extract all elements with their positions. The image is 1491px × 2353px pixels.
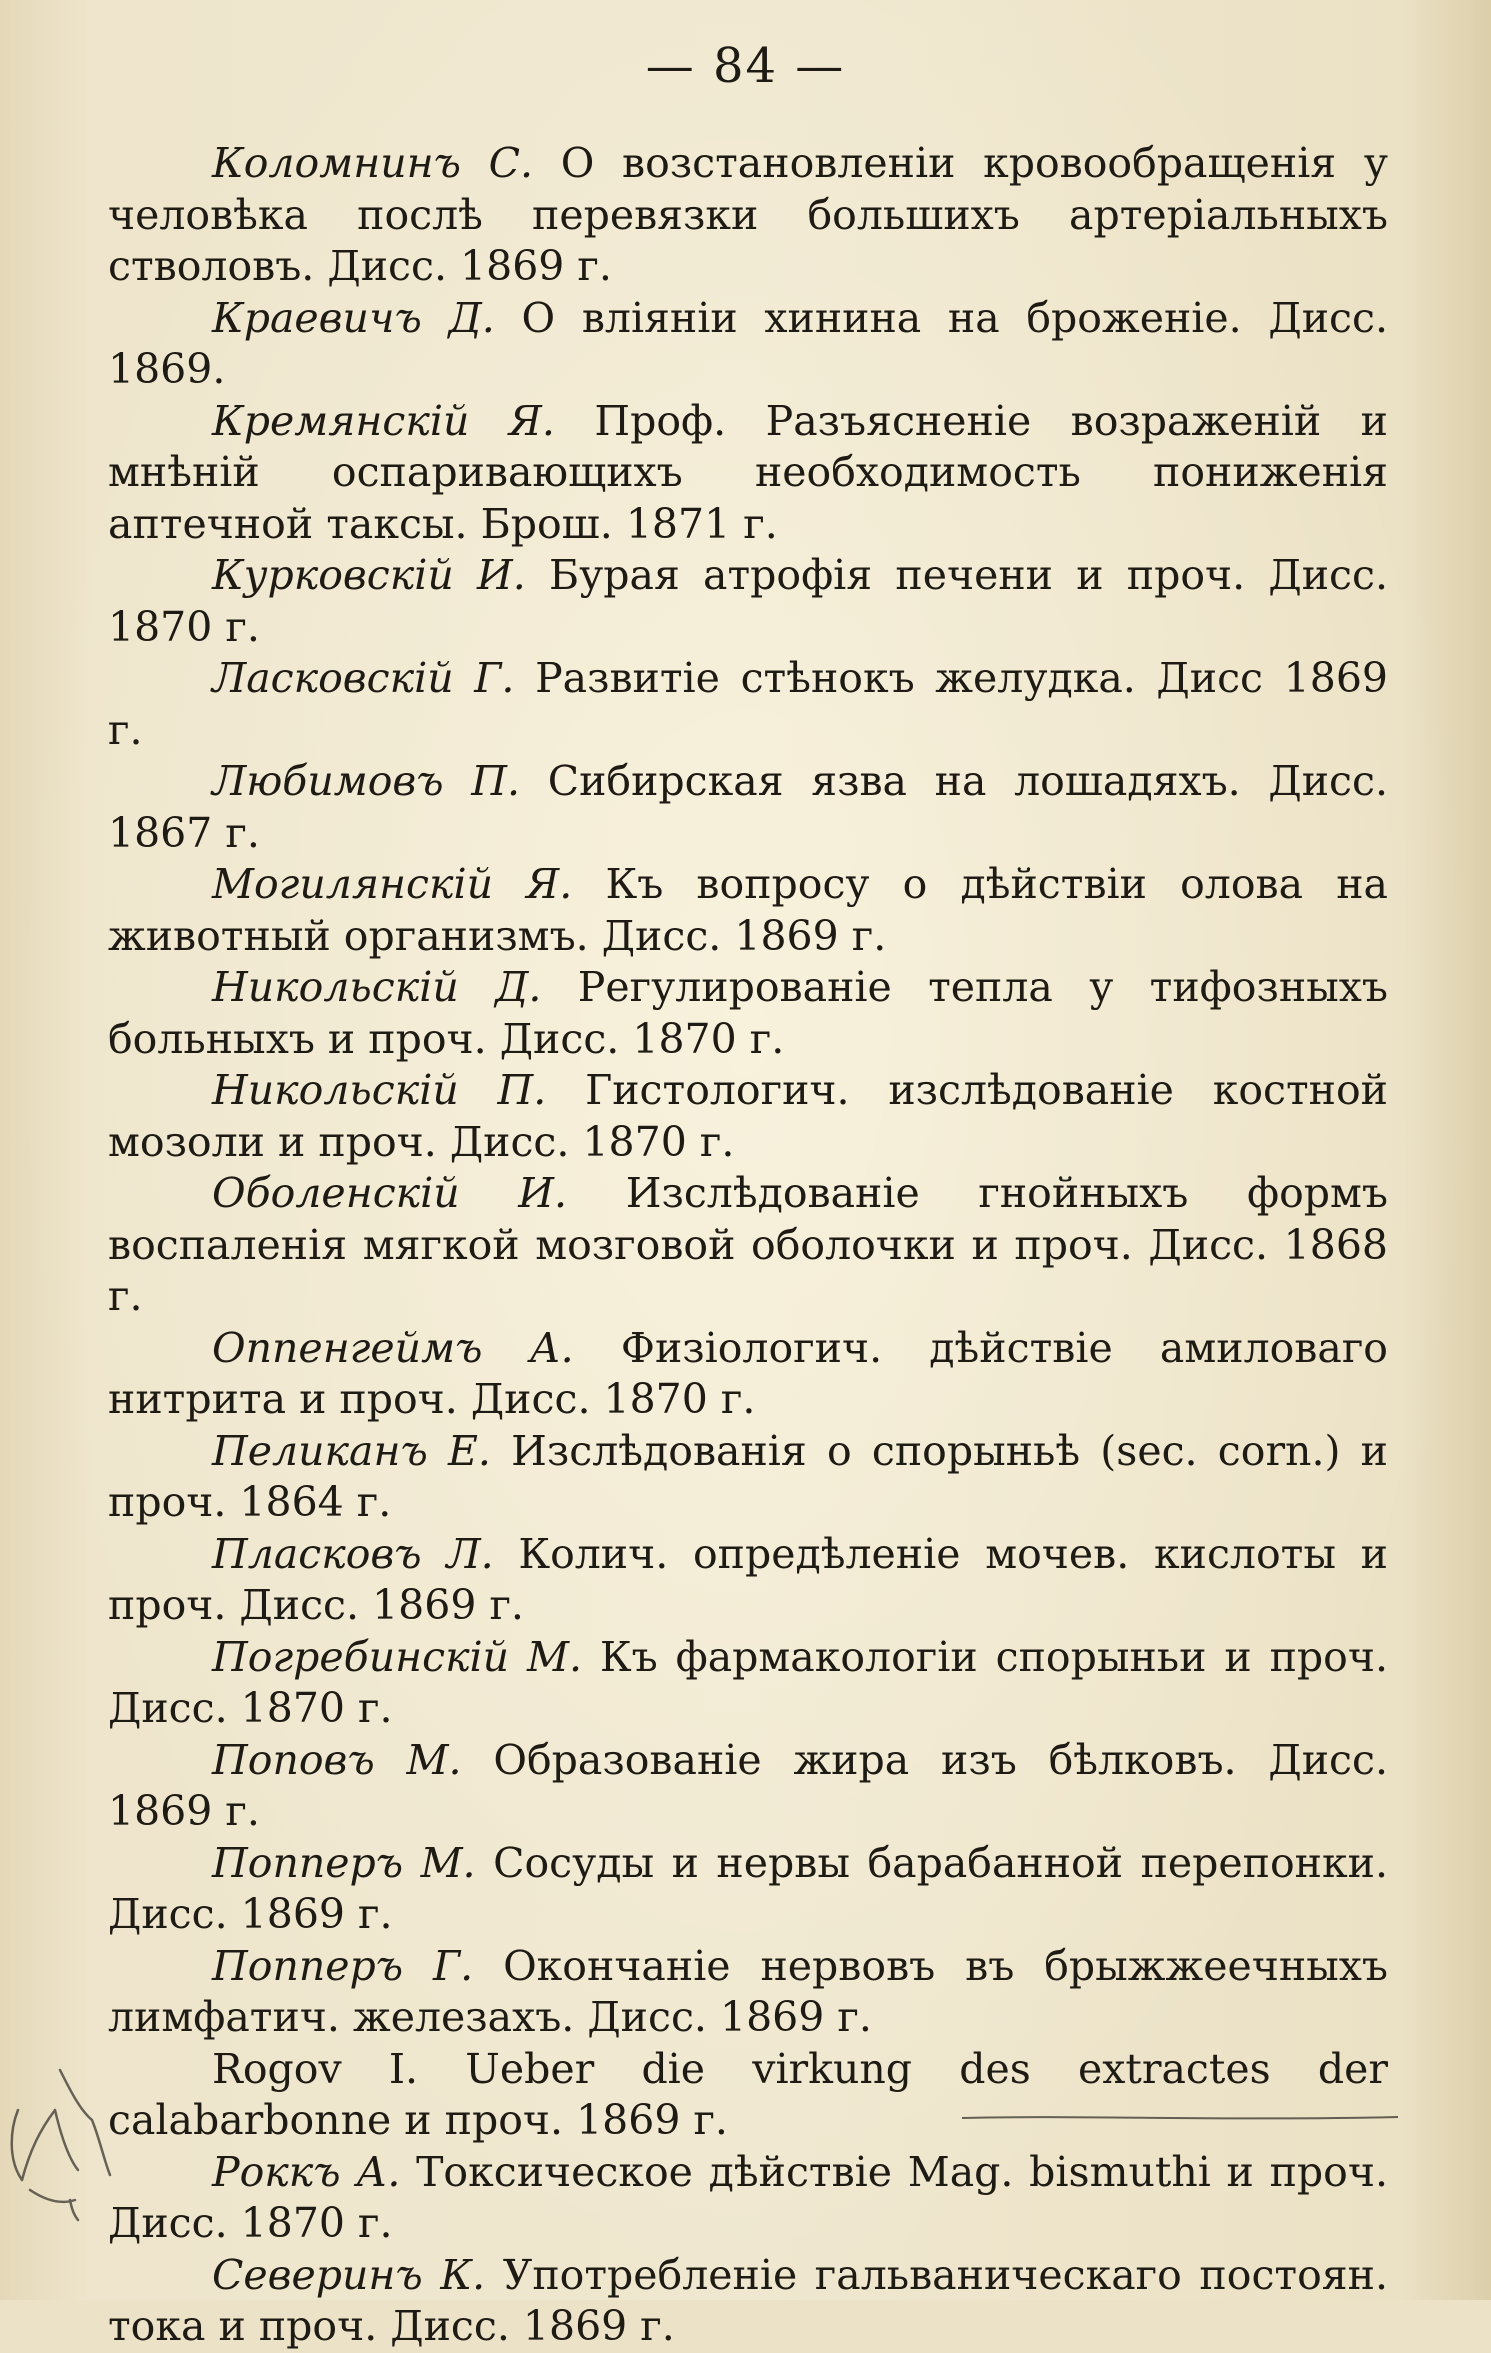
entry-author: Коломнинъ С. <box>212 139 534 187</box>
entry-text: Колич. опредѣленіе мочев. кислоты и проч. Дисс. 1869 г. <box>108 1529 1389 1629</box>
entry-author: Оппенгеймъ А. <box>212 1323 574 1372</box>
entry-text: О вліяніи хинина на броженіе. Дисс. 1869. <box>108 293 1388 393</box>
entry-author: Попперъ М. <box>212 1838 476 1887</box>
bibliography-entry <box>108 1065 1388 1168</box>
entry-text: Образованіе жира изъ бѣлковъ. Дисс. 1869 г. <box>108 1735 1389 1835</box>
entry-text: Физіологич. дѣйствіе амиловаго нитрита и проч. Дисс. 1870 г. <box>108 1323 1388 1423</box>
entry-text: Бурая атрофія печени и проч. Дисс. 1870 г. <box>108 551 1389 651</box>
entry-text: Окончаніе нервовъ въ брыжжеечныхъ лимфатич. железахъ. Дисс. 1869 г. <box>108 1941 1388 2041</box>
entry-author: Погребинскій М. <box>212 1632 582 1681</box>
entry-text: Гистологич. изслѣдованіе костной мозоли и проч. Дисс. 1870 г. <box>108 1066 1388 1166</box>
bibliography-entry <box>108 1323 1388 1426</box>
ink-underline-icon <box>960 2112 1400 2126</box>
entry-author: Попперъ Г. <box>212 1941 474 1990</box>
entry-text: Изслѣдованіе гнойныхъ формъ воспаленія мягкой мозговой оболочки и проч. Дисс. 1868 г. <box>108 1169 1388 1320</box>
entry-text: Rogov I. Ueber die virkung des extractes der calabarbonne и проч. 1869 г. <box>108 2044 1388 2144</box>
entry-author: Краевичъ Д. <box>212 293 495 342</box>
entry-author: Ласковскій Г. <box>212 654 515 702</box>
bibliography-entry <box>108 2044 1388 2147</box>
bibliography-entry <box>108 138 1388 293</box>
bibliography-entry <box>108 293 1388 396</box>
bibliography-entry <box>108 962 1388 1065</box>
entry-author: Любимовъ П. <box>212 757 521 805</box>
entry-author: Северинъ К. <box>212 2250 486 2299</box>
bibliography-entry <box>108 1529 1388 1632</box>
entry-text: Токсическое дѣйствіе Mag. bismuthi и проч. Дисс. 1870 г. <box>108 2147 1388 2247</box>
bibliography-list <box>108 138 1388 2353</box>
entry-author: Никольскій П. <box>212 1066 547 1114</box>
entry-author: Пеликанъ Е. <box>212 1426 491 1475</box>
entry-author: Пласковъ Л. <box>212 1529 494 1578</box>
entry-author: Курковскій И. <box>212 551 526 599</box>
bibliography-entry <box>108 756 1388 859</box>
bibliography-entry <box>108 2147 1388 2250</box>
entry-text: Сосуды и нервы барабанной перепонки. Дисс. 1869 г. <box>108 1838 1388 1938</box>
entry-author: Могилянскій Я. <box>212 860 573 908</box>
entry-text: Къ фармакологіи спорыньи и проч. Дисс. 1870 г. <box>108 1632 1388 1732</box>
entry-text: Сибирская язва на лошадяхъ. Дисс. 1867 г. <box>108 757 1388 857</box>
bibliography-entry <box>108 1735 1388 1838</box>
entry-text: Къ вопросу о дѣйствіи олова на животный организмъ. Дисс. 1869 г. <box>108 860 1388 960</box>
entry-author: Оболенскій И. <box>212 1169 568 1217</box>
entry-author: Никольскій Д. <box>212 963 542 1011</box>
entry-text: Регулированіе тепла у тифозныхъ больныхъ и проч. Дисс. 1870 г. <box>108 963 1388 1063</box>
entry-text: Развитіе стѣнокъ желудка. Дисс 1869 г. <box>108 654 1388 754</box>
bibliography-entry <box>108 653 1388 756</box>
bibliography-entry <box>108 1632 1388 1735</box>
bibliography-entry <box>108 1426 1388 1529</box>
bibliography-entry <box>108 396 1388 551</box>
bibliography-entry <box>108 859 1388 962</box>
entry-author: Кремянскій Я. <box>212 396 555 445</box>
entry-text: Употребленіе гальваническаго постоян. тока и проч. Дисс. 1869 г. <box>108 2250 1389 2350</box>
entry-author: Роккъ А. <box>212 2147 401 2196</box>
entry-text: Проф. Разъясненіе возраженій и мнѣній оспаривающихъ необходимость пониженія аптечной таксы. Брош. 1871 г. <box>108 396 1388 548</box>
entry-author: Поповъ М. <box>212 1735 462 1784</box>
page-number: — 84 — <box>645 38 846 94</box>
bibliography-entry <box>108 550 1388 653</box>
entry-text: О возстановленіи кровообращенія у человѣка послѣ перевязки большихъ артеріальныхъ стволовъ. Дисс. 1869 г. <box>108 139 1388 290</box>
handwritten-mark-icon <box>0 2050 130 2220</box>
entry-text: Изслѣдованія о спорыньѣ (sec. corn.) и проч. 1864 г. <box>108 1426 1388 1526</box>
bibliography-entry <box>108 1941 1388 2044</box>
bibliography-entry <box>108 1838 1388 1941</box>
bibliography-entry <box>108 1168 1388 1323</box>
bibliography-entry <box>108 2250 1388 2353</box>
